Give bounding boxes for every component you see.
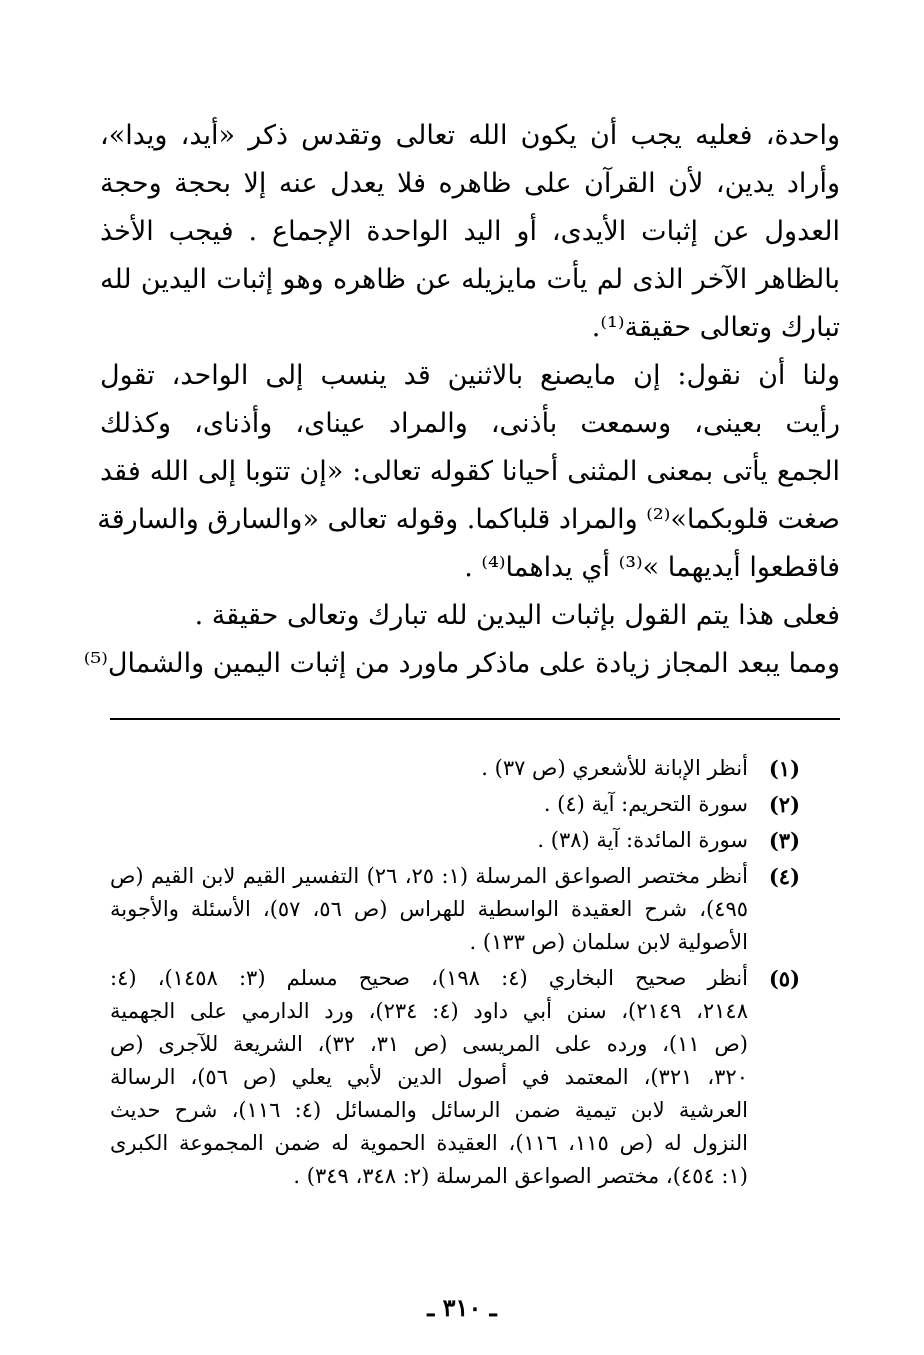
footnote-line: أنظر الإبانة للأشعري (ص ٣٧) . (481, 756, 748, 780)
footnote-line: ٣٢٠، ٣٢١)، المعتمد في أصول الدين لأبي يعلي (ص ٥٦)، الرسالة (110, 1065, 748, 1089)
text-line: الجمع يأتى بمعنى المثنى أحيانا كقوله تعالى: «إن تتوبا إلى الله فقد (100, 456, 840, 487)
text-line: ومما يبعد المجاز زيادة على ماذكر ماورد من إثبات اليمين والشمال⁽⁵⁾ (83, 648, 840, 679)
page-number: ـ ٣١٠ ـ (427, 1293, 497, 1322)
text-line: رأيت بعينى، وسمعت بأذنى، والمراد عيناى، وأذناى، وكذلك (100, 408, 840, 439)
footnote-number: (٥) (768, 966, 800, 991)
footnote-separator (110, 718, 840, 720)
text-line: ولنا أن نقول: إن مايصنع بالاثنين قد ينسب إلى الواحد، تقول (100, 360, 840, 391)
text-line: بالظاهر الآخر الذى لم يأت مايزيله عن ظاهره وهو إثبات اليدين لله (100, 264, 840, 295)
footnote-number: (٤) (768, 864, 800, 889)
text-line: وأراد يدين، لأن القرآن على ظاهره فلا يعدل عنه إلا بحجة وحجة (100, 168, 840, 199)
footnote-line: العرشية لابن تيمية ضمن الرسائل والمسائل (٤: ١١٦)، شرح حديث (110, 1098, 748, 1122)
text-line: فاقطعوا أيديهما »⁽³⁾ أي يداهما⁽⁴⁾ . (464, 552, 840, 583)
text-line: فعلى هذا يتم القول بإثبات اليدين لله تبارك وتعالى حقيقة . (194, 600, 840, 631)
text-line: صغت قلوبكما»⁽²⁾ والمراد قلباكما. وقوله تعالى «والسارق والسارقة (97, 504, 840, 535)
footnote-line: (١: ٤٥٤)، مختصر الصواعق المرسلة (٢: ٣٤٨، ٣٤٩) . (293, 1164, 748, 1188)
footnote-number: (٣) (768, 828, 800, 853)
footnote-line: أنظر صحيح البخاري (٤: ١٩٨)، صحيح مسلم (٣: ١٤٥٨)، (٤: (110, 966, 748, 990)
footnote-line: الأصولية لابن سلمان (ص ١٣٣) . (469, 930, 748, 954)
footnote-line: سورة التحريم: آية (٤) . (543, 792, 748, 816)
main-text (83, 112, 840, 688)
footnote-line: ٤٩٥)، شرح العقيدة الواسطية للهراس (ص ٥٦، ٥٧)، الأسئلة والأجوبة (110, 897, 749, 921)
text-line: العدول عن إثبات الأيدى، أو اليد الواحدة الإجماع . فيجب الأخذ (100, 216, 840, 247)
footnote-line: (ص ١١)، ورده على المريسى (ص ٣١، ٣٢)، الشريعة للآجرى (ص (110, 1032, 748, 1056)
footnote (110, 824, 800, 857)
footnote-line: سورة المائدة: آية (٣٨) . (537, 828, 748, 852)
footnote (110, 788, 800, 821)
footnote-number: (١) (768, 756, 800, 781)
footnote-line: النزول له (ص ١١٥، ١١٦)، العقيدة الحموية له ضمن المجموعة الكبرى (110, 1131, 748, 1155)
footnote-line: ٢١٤٨، ٢١٤٩)، سنن أبي داود (٤: ٢٣٤)، ورد الدارمي على الجهمية (110, 999, 748, 1023)
footnotes (110, 752, 800, 1196)
text-line: واحدة، فعليه يجب أن يكون الله تعالى وتقدس ذكر «أيد، ويدا»، (100, 120, 840, 151)
text-line: تبارك وتعالى حقيقة⁽¹⁾. (591, 312, 840, 343)
footnote (110, 860, 800, 959)
footnote-number: (٢) (768, 792, 800, 817)
footnote (110, 752, 800, 785)
footnote (110, 962, 800, 1193)
footnote-line: أنظر مختصر الصواعق المرسلة (١: ٢٥، ٢٦) التفسير القيم لابن القيم (ص (110, 864, 748, 888)
